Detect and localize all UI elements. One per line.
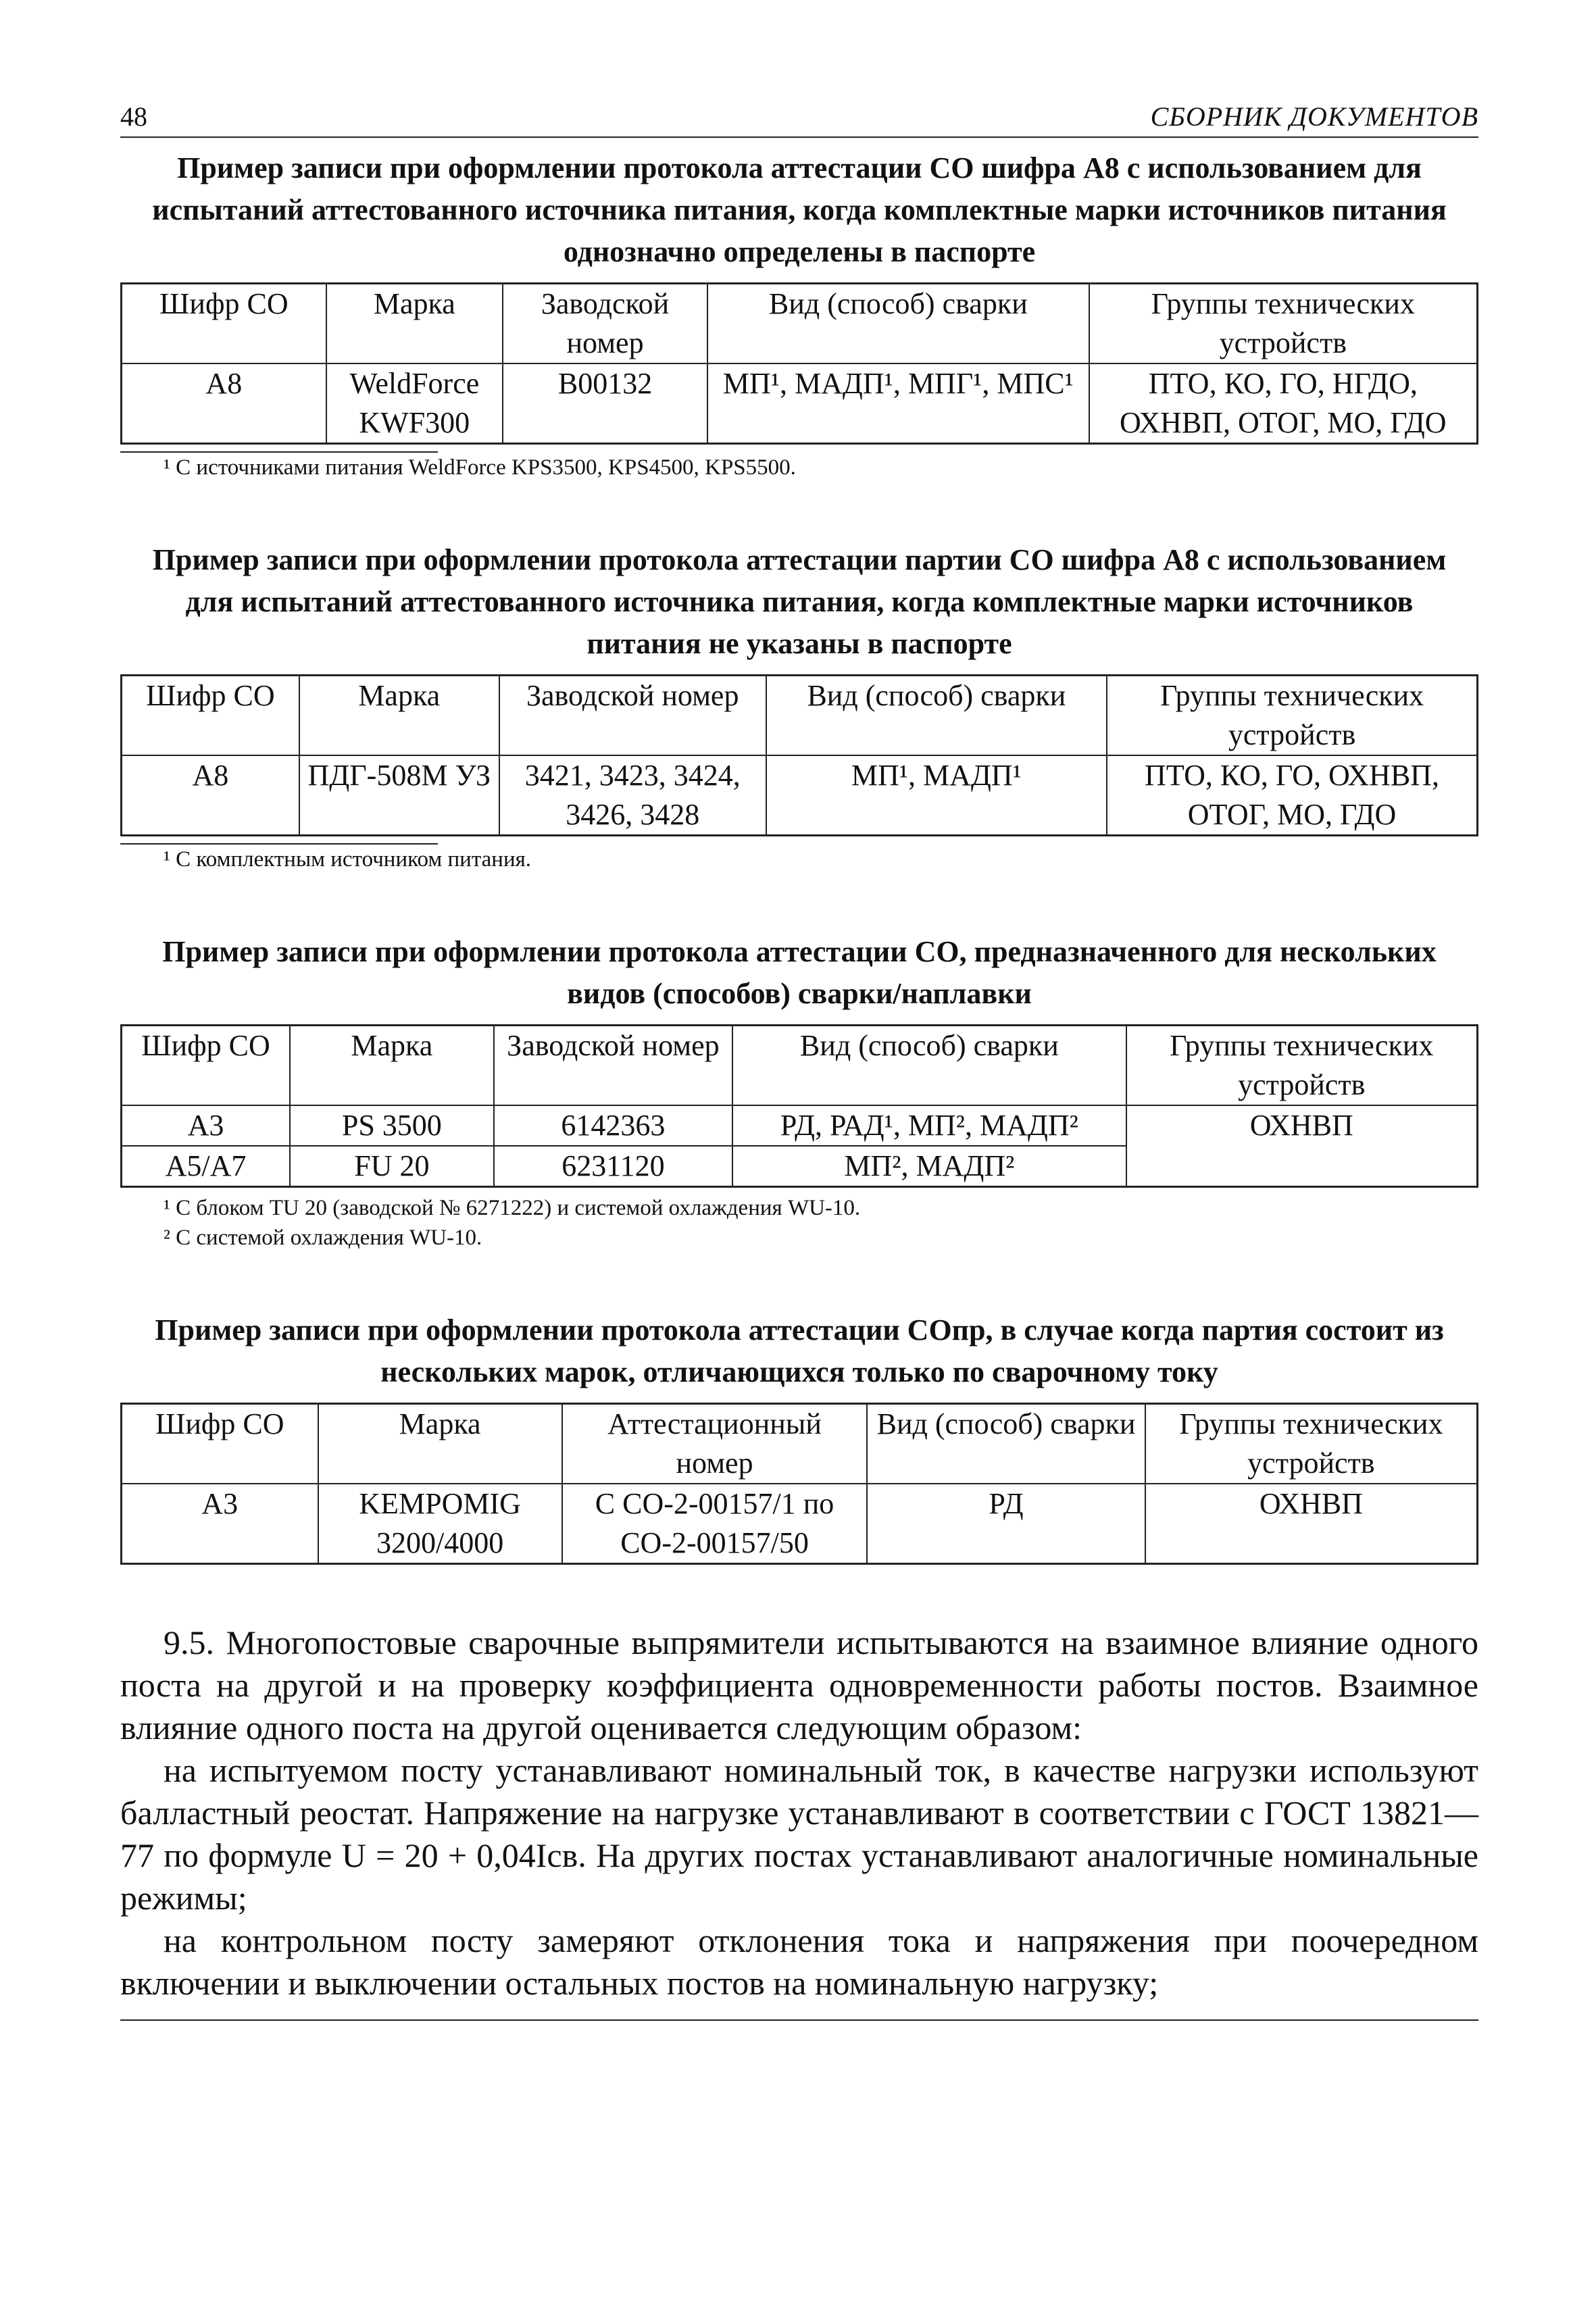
cell-serial: 6142363: [494, 1105, 733, 1146]
paragraph: на контрольном посту замеряют отклонения тока и напряжения при поочередном включении и выключении остальных постов на номинальную нагрузку;: [120, 1921, 1478, 2002]
col-header-method: Вид (способ) сварки: [867, 1404, 1145, 1484]
table-row: [122, 363, 1478, 444]
cell-serial: 3421, 3423, 3424, 3426, 3428: [499, 755, 766, 836]
table-header-row: [122, 1026, 1478, 1106]
cell-code: А8: [122, 363, 326, 444]
running-header: [120, 101, 1478, 138]
footnote: ¹ С блоком TU 20 (заводской № 6271222) и системой охлаждения WU-10.: [164, 1196, 861, 1220]
col-header-groups: Группы технических устройств: [1126, 1026, 1478, 1106]
section-4-title: Пример записи при оформлении протокола аттестации СОпр, в случае когда партия состоит из нескольких марок, отличающихся только по сварочному току: [155, 1313, 1444, 1388]
col-header-groups: Группы технических устройств: [1145, 1404, 1478, 1484]
section-2-table: [120, 674, 1478, 836]
paragraph: на испытуемом посту устанавливают номинальный ток, в качестве нагрузки используют балластный реостат. Напряжение на нагрузке устанавливают в соответствии с ГОСТ 13821—77 по формуле U = 20 + 0,04Iсв. На других постах устанавливают аналогичные номинальные режимы;: [120, 1751, 1478, 1917]
cell-serial: В00132: [503, 363, 707, 444]
cell-brand: FU 20: [290, 1146, 494, 1187]
table-header-row: [122, 284, 1478, 364]
table-header-row: [122, 1404, 1478, 1484]
section-3-footnotes: [120, 1193, 1478, 1253]
section-1-table: [120, 282, 1478, 445]
cell-code: А3: [122, 1105, 291, 1146]
section-2-title: Пример записи при оформлении протокола аттестации партии СО шифра А8 с использованием для испытаний аттестованного источника питания, когда комплектные марки источников питания не указаны в паспорте: [152, 543, 1447, 660]
cell-code: А5/А7: [122, 1146, 291, 1187]
col-header-brand: Марка: [299, 676, 499, 756]
page-number: 48: [120, 101, 147, 132]
section-1-title: Пример записи при оформлении протокола аттестации СО шифра А8 с использованием для испытаний аттестованного источника питания, когда комплектные марки источников питания однозначно определены в паспорте: [152, 151, 1447, 268]
cell-brand: PS 3500: [290, 1105, 494, 1146]
cell-method: РД: [867, 1484, 1145, 1564]
table-row: [122, 1484, 1478, 1564]
section-3-title: Пример записи при оформлении протокола аттестации СО, предназначенного для нескольких видов (способов) сварки/наплавки: [162, 935, 1437, 1010]
table-row: [122, 1105, 1478, 1146]
cell-brand: ПДГ-508М УЗ: [299, 755, 499, 836]
section-2-footnotes: [120, 845, 1478, 874]
footnote: ¹ С комплектным источником питания.: [164, 847, 532, 872]
document-page: [120, 101, 1478, 2021]
col-header-code: Шифр СО: [122, 1026, 291, 1106]
col-header-brand: Марка: [326, 284, 503, 364]
cell-method: МП², МАДП²: [732, 1146, 1126, 1187]
col-header-method: Вид (способ) сварки: [732, 1026, 1126, 1106]
cell-groups: ОХНВП: [1145, 1484, 1478, 1564]
col-header-serial: Заводской номер: [494, 1026, 733, 1106]
cell-method: РД, РАД¹, МП², МАДП²: [732, 1105, 1126, 1146]
footnote: ¹ С источниками питания WeldForce KPS3500, KPS4500, KPS5500.: [164, 455, 796, 480]
col-header-groups: Группы технических устройств: [1089, 284, 1478, 364]
cell-brand: KEMPOMIG 3200/4000: [318, 1484, 562, 1564]
col-header-brand: Марка: [290, 1026, 494, 1106]
section-1-footnotes: [120, 453, 1478, 482]
footnote: ² С системой охлаждения WU-10.: [164, 1226, 482, 1250]
col-header-code: Шифр СО: [122, 284, 326, 364]
cell-method: МП¹, МАДП¹, МПГ¹, МПС¹: [707, 363, 1089, 444]
col-header-method: Вид (способ) сварки: [707, 284, 1089, 364]
col-header-serial: Заводской номер: [499, 676, 766, 756]
col-header-brand: Марка: [318, 1404, 562, 1484]
table-header-row: [122, 676, 1478, 756]
col-header-code: Шифр СО: [122, 676, 299, 756]
cell-code: А3: [122, 1484, 318, 1564]
section-4-table: [120, 1403, 1478, 1565]
cell-cert-number: С СО-2-00157/1 по СО-2-00157/50: [562, 1484, 868, 1564]
cell-groups: ПТО, КО, ГО, ОХНВП, ОТОГ, МО, ГДО: [1107, 755, 1477, 836]
cell-groups: ПТО, КО, ГО, НГДО, ОХНВП, ОТОГ, МО, ГДО: [1089, 363, 1478, 444]
col-header-code: Шифр СО: [122, 1404, 318, 1484]
col-header-serial: Заводской номер: [503, 284, 707, 364]
cell-code: А8: [122, 755, 299, 836]
col-header-cert-number: Аттестационный номер: [562, 1404, 868, 1484]
section-3-table: [120, 1024, 1478, 1188]
paragraph-9-5: 9.5. Многопостовые сварочные выпрямители испытываются на взаимное влияние одного поста на другой и на проверку коэффициента одновременности работы постов. Взаимное влияние одного поста на другой оценивается следующим образом:: [120, 1624, 1478, 1746]
cell-brand: WeldForce KWF300: [326, 363, 503, 444]
running-title: СБОРНИК ДОКУМЕНТОВ: [1150, 101, 1478, 132]
cell-method: МП¹, МАДП¹: [766, 755, 1107, 836]
cell-serial: 6231120: [494, 1146, 733, 1187]
col-header-method: Вид (способ) сварки: [766, 676, 1107, 756]
bottom-rule: [120, 2019, 1478, 2021]
col-header-groups: Группы технических устройств: [1107, 676, 1477, 756]
cell-groups-shared: ОХНВП: [1126, 1105, 1478, 1187]
table-row: [122, 755, 1478, 836]
